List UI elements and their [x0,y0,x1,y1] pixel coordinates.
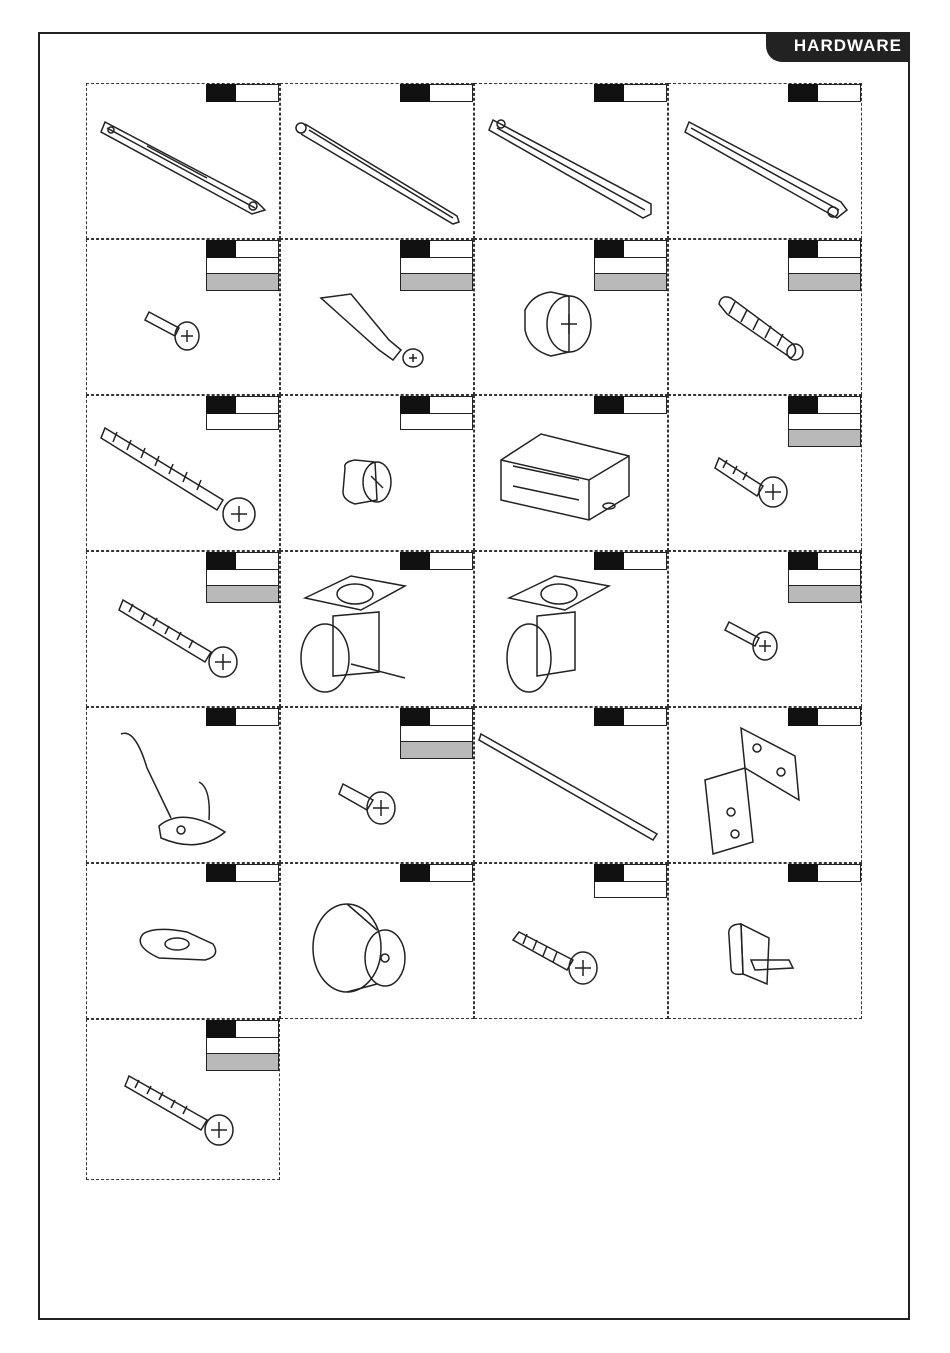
part-label [400,552,473,570]
part-qty [818,864,861,882]
knob-icon [281,864,475,1020]
part-label [594,240,667,291]
hinge-icon [669,708,863,864]
caster-icon [475,552,669,708]
part-qty [430,396,473,414]
part-cell [86,863,280,1019]
drawer-slide-rail-icon [281,84,475,240]
drawer-slide-drawer-icon [669,84,863,240]
part-label [206,708,279,726]
part-qty [624,396,667,414]
part-qty [624,552,667,570]
part-code [400,240,430,258]
part-label [594,864,667,898]
part-cell [668,707,862,863]
caster-with-brake-icon [281,552,475,708]
part-code [788,84,818,102]
part-code [594,708,624,726]
part-code [400,708,430,726]
part-qty [818,552,861,570]
part-cell [474,707,668,863]
part-code [594,396,624,414]
part-cell [474,83,668,239]
part-code [788,396,818,414]
part-code [206,864,236,882]
part-label [400,240,473,291]
part-code [206,84,236,102]
part-qty [818,84,861,102]
part-qty [236,1020,279,1038]
drawer-slide-cabinet-icon [475,84,669,240]
part-label [206,396,279,430]
hardware-grid [86,83,862,1180]
part-qty [624,864,667,882]
part-code [788,708,818,726]
header-tab [766,32,910,62]
part-code [400,396,430,414]
part-cell [280,551,474,707]
part-label [206,240,279,291]
part-label [788,240,861,291]
part-cell [280,83,474,239]
part-label [788,708,861,726]
part-code [594,240,624,258]
part-cell [280,707,474,863]
part-label [400,864,473,882]
part-label [206,1020,279,1071]
part-qty [624,240,667,258]
part-code [594,84,624,102]
part-qty [430,708,473,726]
part-cell [474,239,668,395]
part-qty [430,864,473,882]
part-qty [236,240,279,258]
page-title: HARDWARE [793,36,902,55]
part-qty [624,84,667,102]
part-cell [86,551,280,707]
part-label [206,84,279,102]
part-cell [668,83,862,239]
part-cell [280,395,474,551]
part-label [206,552,279,603]
part-label [788,396,861,447]
part-code [400,864,430,882]
washer-plate-icon [87,864,281,1020]
part-label [400,84,473,102]
part-code [788,240,818,258]
part-cell [668,239,862,395]
part-cell [474,395,668,551]
part-cell [668,863,862,1019]
coat-hook-icon [87,708,281,864]
part-code [594,552,624,570]
part-qty [818,708,861,726]
part-qty [430,552,473,570]
part-cell [280,863,474,1019]
part-qty [430,84,473,102]
part-code [206,708,236,726]
part-label [594,708,667,726]
shelf-pin-icon [669,864,863,1020]
metal-strip-icon [475,708,669,864]
drawer-slide-full-icon [87,84,281,240]
part-code [206,240,236,258]
part-label [594,84,667,102]
part-cell [86,707,280,863]
part-label [788,84,861,102]
part-label [206,864,279,882]
part-cell [474,863,668,1019]
part-code [206,396,236,414]
part-label [400,396,473,430]
part-cell [86,395,280,551]
part-cell [474,551,668,707]
part-cell [86,83,280,239]
part-cell [86,1019,280,1180]
part-label [594,396,667,414]
part-code [206,1020,236,1038]
part-cell [668,395,862,551]
part-qty [236,708,279,726]
part-qty [236,864,279,882]
magnetic-catch-icon [475,396,669,552]
part-label [788,552,861,603]
part-qty [818,396,861,414]
part-code [400,84,430,102]
part-qty [818,240,861,258]
part-code [594,864,624,882]
part-code [206,552,236,570]
part-qty [236,396,279,414]
part-qty [430,240,473,258]
part-cell [668,551,862,707]
part-label [788,864,861,882]
part-cell [280,239,474,395]
part-qty [236,84,279,102]
part-code [400,552,430,570]
part-qty [624,708,667,726]
part-cell [86,239,280,395]
part-label [400,708,473,759]
part-code [788,864,818,882]
part-code [788,552,818,570]
part-qty [236,552,279,570]
part-label [594,552,667,570]
